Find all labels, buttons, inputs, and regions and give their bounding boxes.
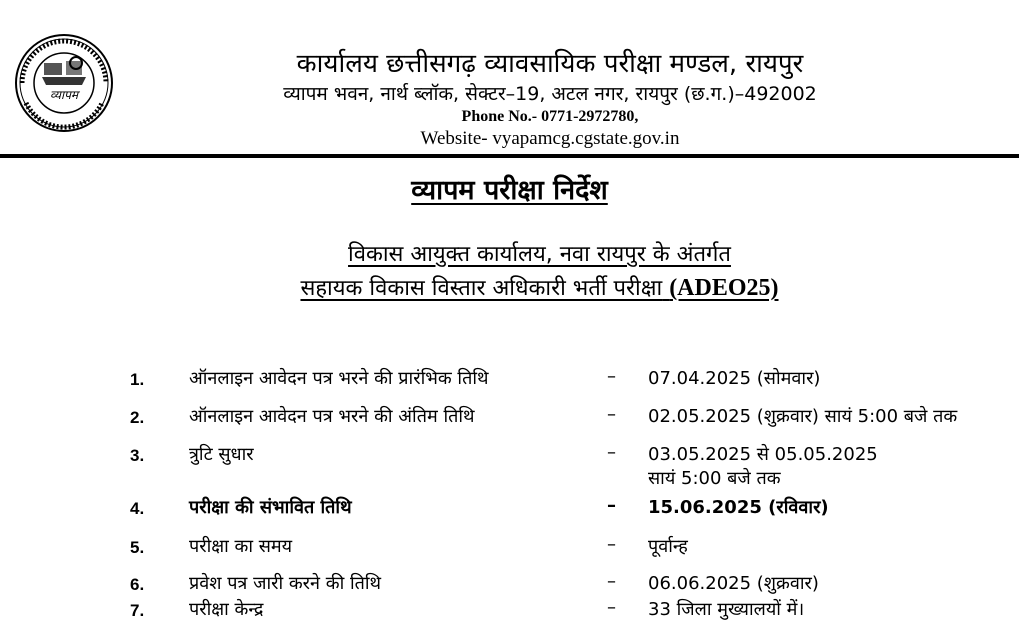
seal-text: व्यापम <box>49 88 79 102</box>
subtitle-line-1-text: विकास आयुक्त कार्यालय, नवा रायपुर के अंतर्गत <box>348 242 731 267</box>
row-number: 7. <box>130 601 145 620</box>
row-value: 07.04.2025 (सोमवार) <box>648 368 821 389</box>
row-label: परीक्षा केन्द्र <box>189 599 264 620</box>
row-number: 5. <box>130 538 145 557</box>
row-dash: – <box>607 571 616 592</box>
subtitle-line-1 <box>0 238 1019 268</box>
vyapam-seal-logo <box>14 33 114 133</box>
phone-number: Phone No.- 0771-2972780, <box>461 108 639 125</box>
subtitle-line-2-text: सहायक विकास विस्तार अधिकारी भर्ती परीक्षा <box>300 276 663 301</box>
row-dash: – <box>607 495 616 516</box>
row-dash: – <box>607 404 616 425</box>
row-value: 33 जिला मुख्यालयों में। <box>648 599 805 620</box>
row-number: 4. <box>130 499 145 518</box>
row-value: 03.05.2025 से 05.05.2025 <box>648 444 878 465</box>
row-value: 06.06.2025 (शुक्रवार) <box>648 573 819 594</box>
row-value: 15.06.2025 (रविवार) <box>648 497 829 518</box>
exam-code: (ADEO25) <box>669 275 779 301</box>
row-label: प्रवेश पत्र जारी करने की तिथि <box>189 573 382 594</box>
website-text: Website- vyapamcg.cgstate.gov.in <box>420 128 680 149</box>
row-dash: – <box>607 442 616 463</box>
row-dash: – <box>607 534 616 555</box>
row-number: 2. <box>130 408 145 427</box>
row-label: परीक्षा की संभावित तिथि <box>189 497 352 518</box>
row-label: त्रुटि सुधार <box>189 444 254 465</box>
subtitle-line-2 <box>0 272 1019 302</box>
row-number: 1. <box>130 370 145 389</box>
row-number: 6. <box>130 575 145 594</box>
org-name: कार्यालय छत्तीसगढ़ व्यावसायिक परीक्षा मण्डल, रायपुर <box>296 49 804 79</box>
header-divider <box>0 154 1019 158</box>
row-value: पूर्वान्ह <box>648 536 688 557</box>
row-dash: – <box>607 366 616 387</box>
org-address: व्यापम भवन, नार्थ ब्लॉक, सेक्टर–19, अटल नगर, रायपुर (छ.ग.)–492002 <box>283 83 817 105</box>
row-label: ऑनलाइन आवेदन पत्र भरने की प्रारंभिक तिथि <box>189 368 489 389</box>
row-number: 3. <box>130 446 145 465</box>
page-title <box>0 170 1019 207</box>
page-title-text: व्यापम परीक्षा निर्देश <box>411 175 608 206</box>
row-dash: – <box>607 597 616 618</box>
row-value-line-2: सायं 5:00 बजे तक <box>648 468 781 489</box>
row-value: 02.05.2025 (शुक्रवार) सायं 5:00 बजे तक <box>648 406 958 427</box>
row-label: परीक्षा का समय <box>189 536 293 557</box>
row-label: ऑनलाइन आवेदन पत्र भरने की अंतिम तिथि <box>189 406 475 427</box>
